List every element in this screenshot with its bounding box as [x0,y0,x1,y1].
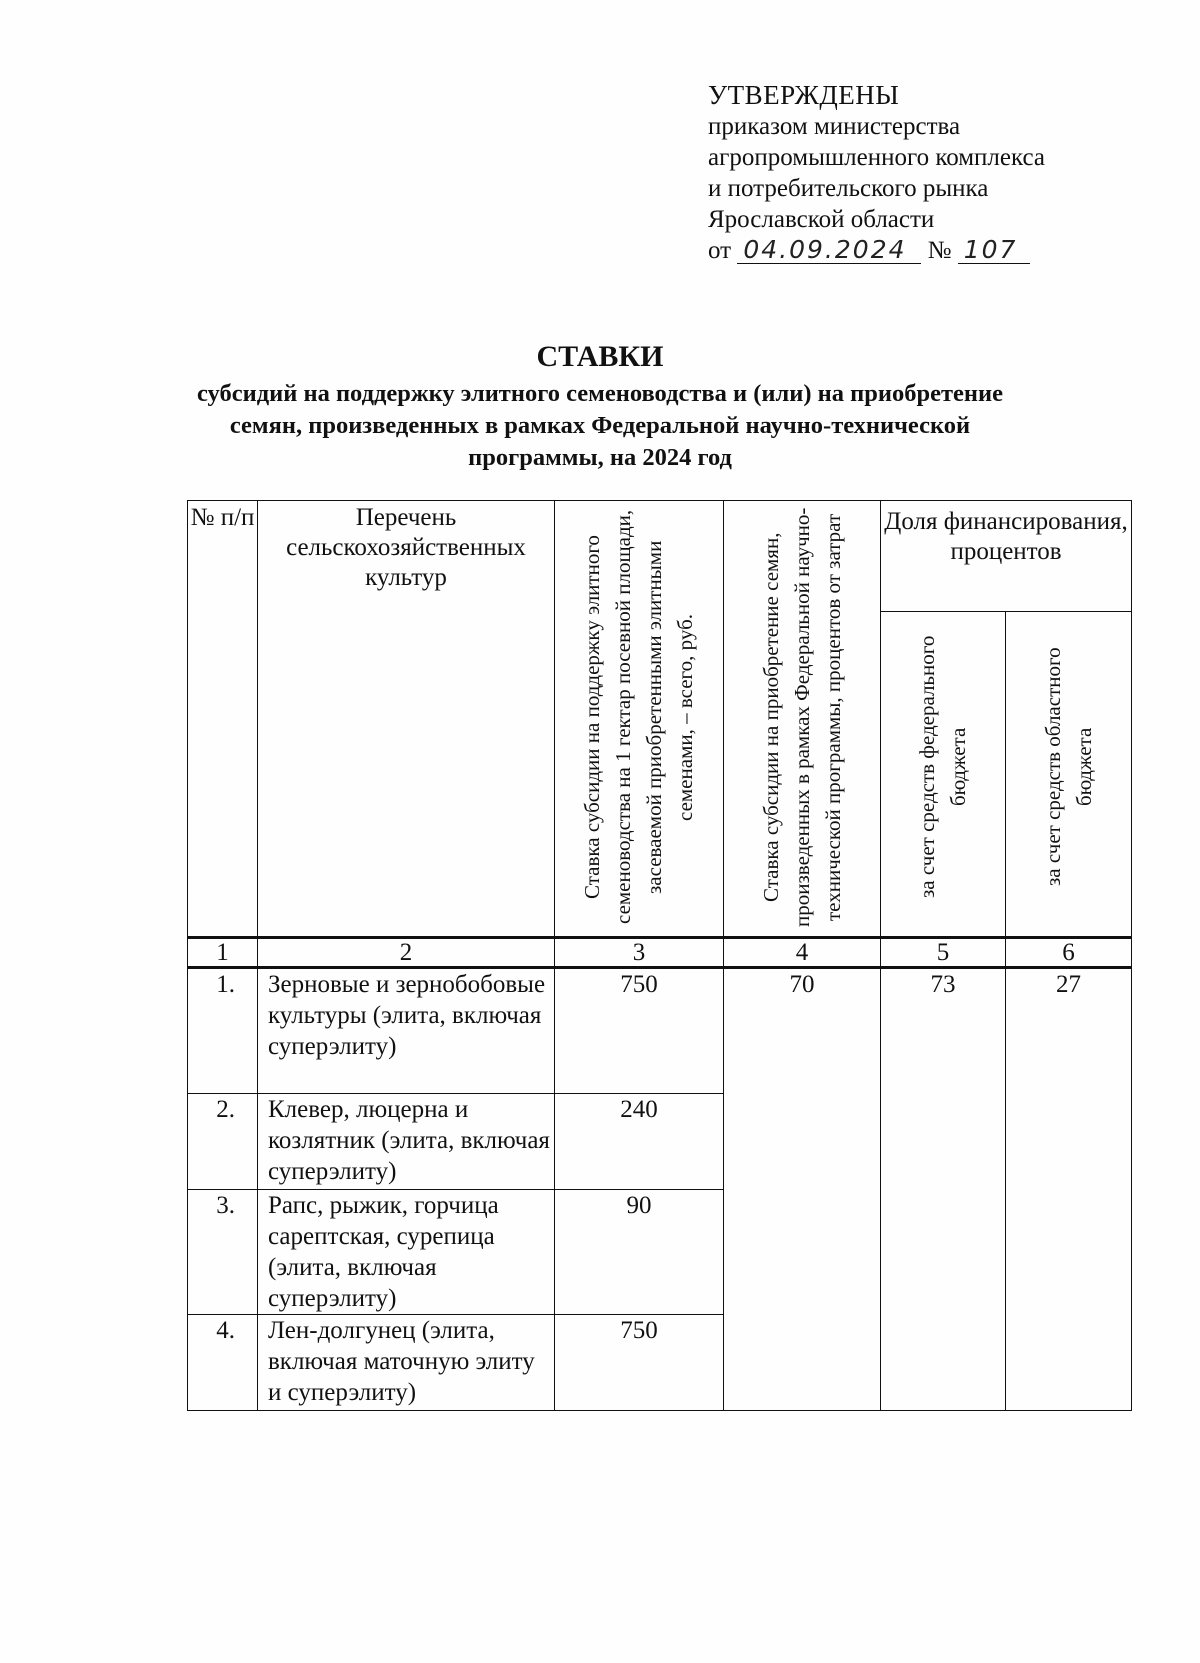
crop-name: Клевер, люцерна и козлятник (элита, включая суперэлиту) [258,1094,555,1190]
column-number: 1 [188,938,258,968]
elite-rate: 750 [555,1315,724,1411]
elite-rate: 750 [555,968,724,1094]
date-prefix: от [708,237,732,264]
regional-share: 27 [1006,968,1132,1411]
handwritten-number: 107 [958,237,1030,264]
rates-table [187,500,1132,1411]
approval-line-1: приказом министерства [708,113,961,140]
header-rate-seeds: Ставка субсидии на приобретение семян, произведенных в рамках Федеральной научно-технической программы, процентов от затрат [758,507,845,927]
title-main: СТАВКИ [536,340,664,373]
column-number: 2 [258,938,555,968]
crop-name: Лен-долгунец (элита, включая маточную элиту и суперэлиту) [258,1315,555,1411]
header-federal-cell [881,612,1006,938]
column-number-row [188,938,1132,968]
crop-name: Рапс, рыжик, горчица сарептская, сурепица (элита, включая суперэлиту) [258,1190,555,1315]
header-regional-cell [1006,612,1132,938]
row-number: 1. [188,968,258,1094]
header-share: Доля финансирования, процентов [881,501,1132,612]
approval-line-4: Ярославской области [708,206,935,233]
title-line-2: семян, произведенных в рамках Федеральной научно-технической [229,412,971,439]
row-number: 4. [188,1315,258,1411]
row-number: 2. [188,1094,258,1190]
table-row [188,968,1132,1094]
approval-date-line [708,235,1045,266]
title-line-3: программы, на 2024 год [468,444,732,471]
column-number: 5 [881,938,1006,968]
elite-rate: 240 [555,1094,724,1190]
header-rate-seeds-cell [724,501,881,938]
seeds-rate: 70 [724,968,881,1411]
column-number: 3 [555,938,724,968]
header-crops: Перечень сельскохозяйственных культур [258,501,555,938]
approval-line-2: агропромышленного комплекса [708,144,1046,171]
header-rate-elite: Ставка субсидии на поддержку элитного семеноводства на 1 гектар посевной площади, засеваемой приобретенными элитными семенами, – всего, руб. [580,509,697,925]
approval-line-3: и потребительского рынка [708,175,989,202]
header-row-1 [188,501,1132,612]
approval-block [708,80,1045,266]
row-number: 3. [188,1190,258,1315]
header-federal: за счет средств федерального бюджета [915,635,970,899]
federal-share: 73 [881,968,1006,1411]
column-number: 4 [724,938,881,968]
title-line-1: субсидий на поддержку элитного семеноводства и (или) на приобретение [196,380,1004,407]
column-number: 6 [1006,938,1132,968]
header-num: № п/п [188,501,258,938]
document-title [0,340,1200,474]
header-rate-elite-cell [555,501,724,938]
header-regional: за счет средств областного бюджета [1040,647,1096,887]
handwritten-date: 04.09.2024 [737,237,921,264]
number-sign: № [927,237,952,264]
approval-heading: УТВЕРЖДЕНЫ [708,80,900,110]
elite-rate: 90 [555,1190,724,1315]
crop-name: Зерновые и зернобобовые культуры (элита, включая суперэлиту) [258,968,555,1094]
